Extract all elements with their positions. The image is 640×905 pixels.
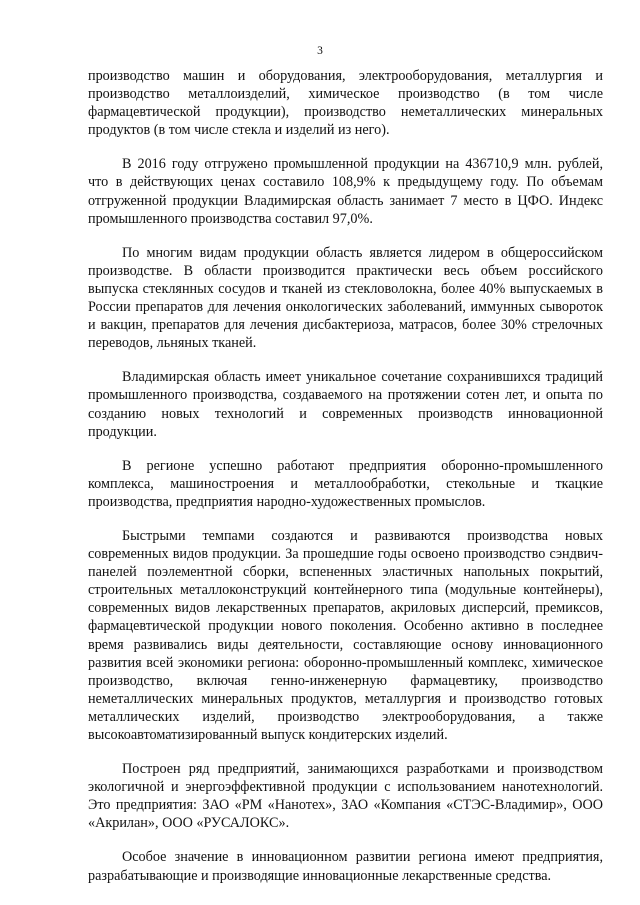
document-body xyxy=(88,67,603,901)
page-number: 3 xyxy=(317,45,323,57)
paragraph-5: В регионе успешно работают предприятия оборонно-промышленного комплекса, машиностроения и металлообработки, стекольные и ткацкие производства, предприятия народно-художественных промыслов. xyxy=(88,457,603,510)
paragraph-7: Построен ряд предприятий, занимающихся разработками и производством экологичной и энергоэффективной продукции с использованием нанотехнологий. Это предприятия: ЗАО «РМ «Нанотех», ЗАО «Компания «СТЭС-Владимир», ООО «Акрилан», ООО «РУСАЛОКС». xyxy=(88,761,603,832)
paragraph-2: В 2016 году отгружено промышленной продукции на 436710,9 млн. рублей, что в действующих ценах составило 108,9% к предыдущему году. По объемам отгруженной продукции Владимирская область занимает 7 место в ЦФО. Индекс промышленного производства составил 97,0%. xyxy=(88,156,603,227)
paragraph-3: По многим видам продукции область является лидером в общероссийском производстве. В области производится практически весь объем российского выпуска стеклянных сосудов и тканей из стекловолокна, более 40% выпускаемых в России препаратов для лечения онкологических заболеваний, иммунных сывороток и вакцин, препаратов для лечения дисбактериоза, матрасов, более 30% стрелочных переводов, льняных тканей. xyxy=(88,244,603,352)
paragraph-8: Особое значение в инновационном развитии региона имеют предприятия, разрабатывающие и производящие инновационные лекарственные средства. xyxy=(88,849,603,884)
paragraph-6: Быстрыми темпами создаются и развиваются производства новых современных видов продукции. За прошедшие годы освоено производство сэндвич-панелей поэлементной сборки, вспененных эластичных напольных покрытий, строительных металлоконструкций контейнерного типа (модульные контейнеры), современных видов лекарственных препаратов, акриловых дисперсий, премиксов, фармацевтической продукции нового поколения. Особенно активно в последнее время развивались виды деятельности, составляющие основу инновационного развития всей экономики региона: оборонно-промышленный комплекс, химическое производство, включая генно-инженерную фармацевтику, производство неметаллических минеральных продуктов, металлургия и производство готовых металлических изделий, производство электрооборудования, а также высокоавтоматизированный выпуск кондитерских изделий. xyxy=(88,527,603,743)
paragraph-4: Владимирская область имеет уникальное сочетание сохранившихся традиций промышленного производства, создаваемого на протяжении сотен лет, и опыта по созданию новых технологий и современных производств инновационной продукции. xyxy=(88,369,603,440)
paragraph-1: производство машин и оборудования, электрооборудования, металлургия и производство металлоизделий, химическое производство (в том числе фармацевтической продукции), производство неметаллических минеральных продуктов (в том числе стекла и изделий из него). xyxy=(88,68,603,139)
